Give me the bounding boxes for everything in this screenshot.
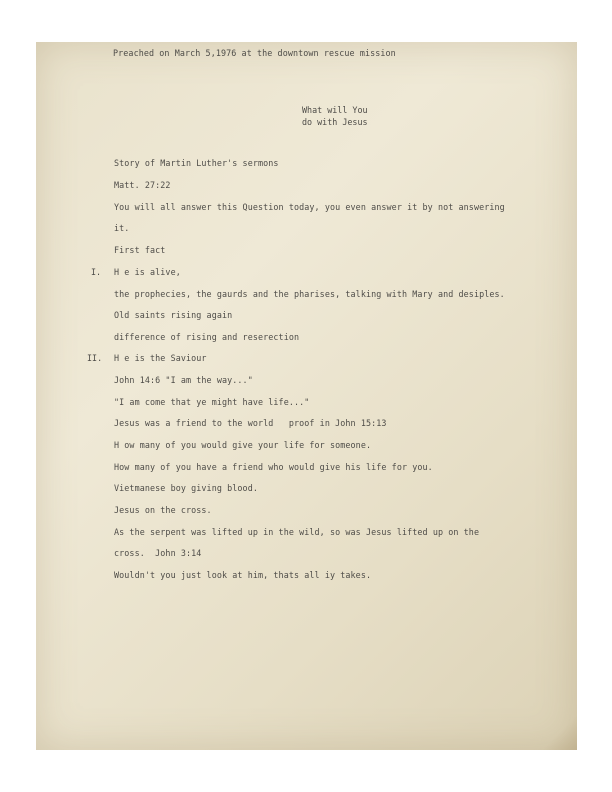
text-line: Wouldn't you just look at him, thats all iy takes. (114, 570, 372, 580)
sermon-title-line-2: do with Jesus (302, 117, 368, 127)
text-line: difference of rising and reserection (114, 332, 300, 342)
text-line: You will all answer this Question today, you even answer it by not answering (114, 202, 505, 212)
text-line: "I am come that ye might have life..." (114, 397, 310, 407)
text-line: Jesus on the cross. (114, 505, 212, 515)
text-line: How many of you have a friend who would give his life for you. (114, 462, 433, 472)
text-line: First fact (114, 245, 166, 255)
typewritten-page (36, 42, 577, 750)
text-line: Story of Martin Luther's sermons (114, 158, 279, 168)
scripture-reference: John 14:6 "I am the way..." (114, 375, 253, 385)
text-line: Jesus was a friend to the world proof in John 15:13 (114, 418, 387, 428)
section-heading: H e is the Saviour (114, 353, 207, 363)
section-heading: H e is alive, (114, 267, 181, 277)
text-line: Old saints rising again (114, 310, 233, 320)
scripture-reference: Matt. 27:22 (114, 180, 171, 190)
text-line: the prophecies, the gaurds and the pharises, talking with Mary and desiples. (114, 289, 505, 299)
header-note: Preached on March 5,1976 at the downtown rescue mission (113, 48, 396, 58)
text-line: As the serpent was lifted up in the wild, so was Jesus lifted up on the (114, 527, 480, 537)
section-number-one: I. (91, 267, 102, 277)
text-line: H ow many of you would give your life for someone. (114, 440, 372, 450)
scripture-reference: cross. John 3:14 (114, 548, 202, 558)
text-line: it. (114, 223, 130, 233)
section-number-two: II. (87, 353, 103, 363)
text-line: Vietmanese boy giving blood. (114, 483, 258, 493)
sermon-title-line-1: What will You (302, 105, 368, 115)
